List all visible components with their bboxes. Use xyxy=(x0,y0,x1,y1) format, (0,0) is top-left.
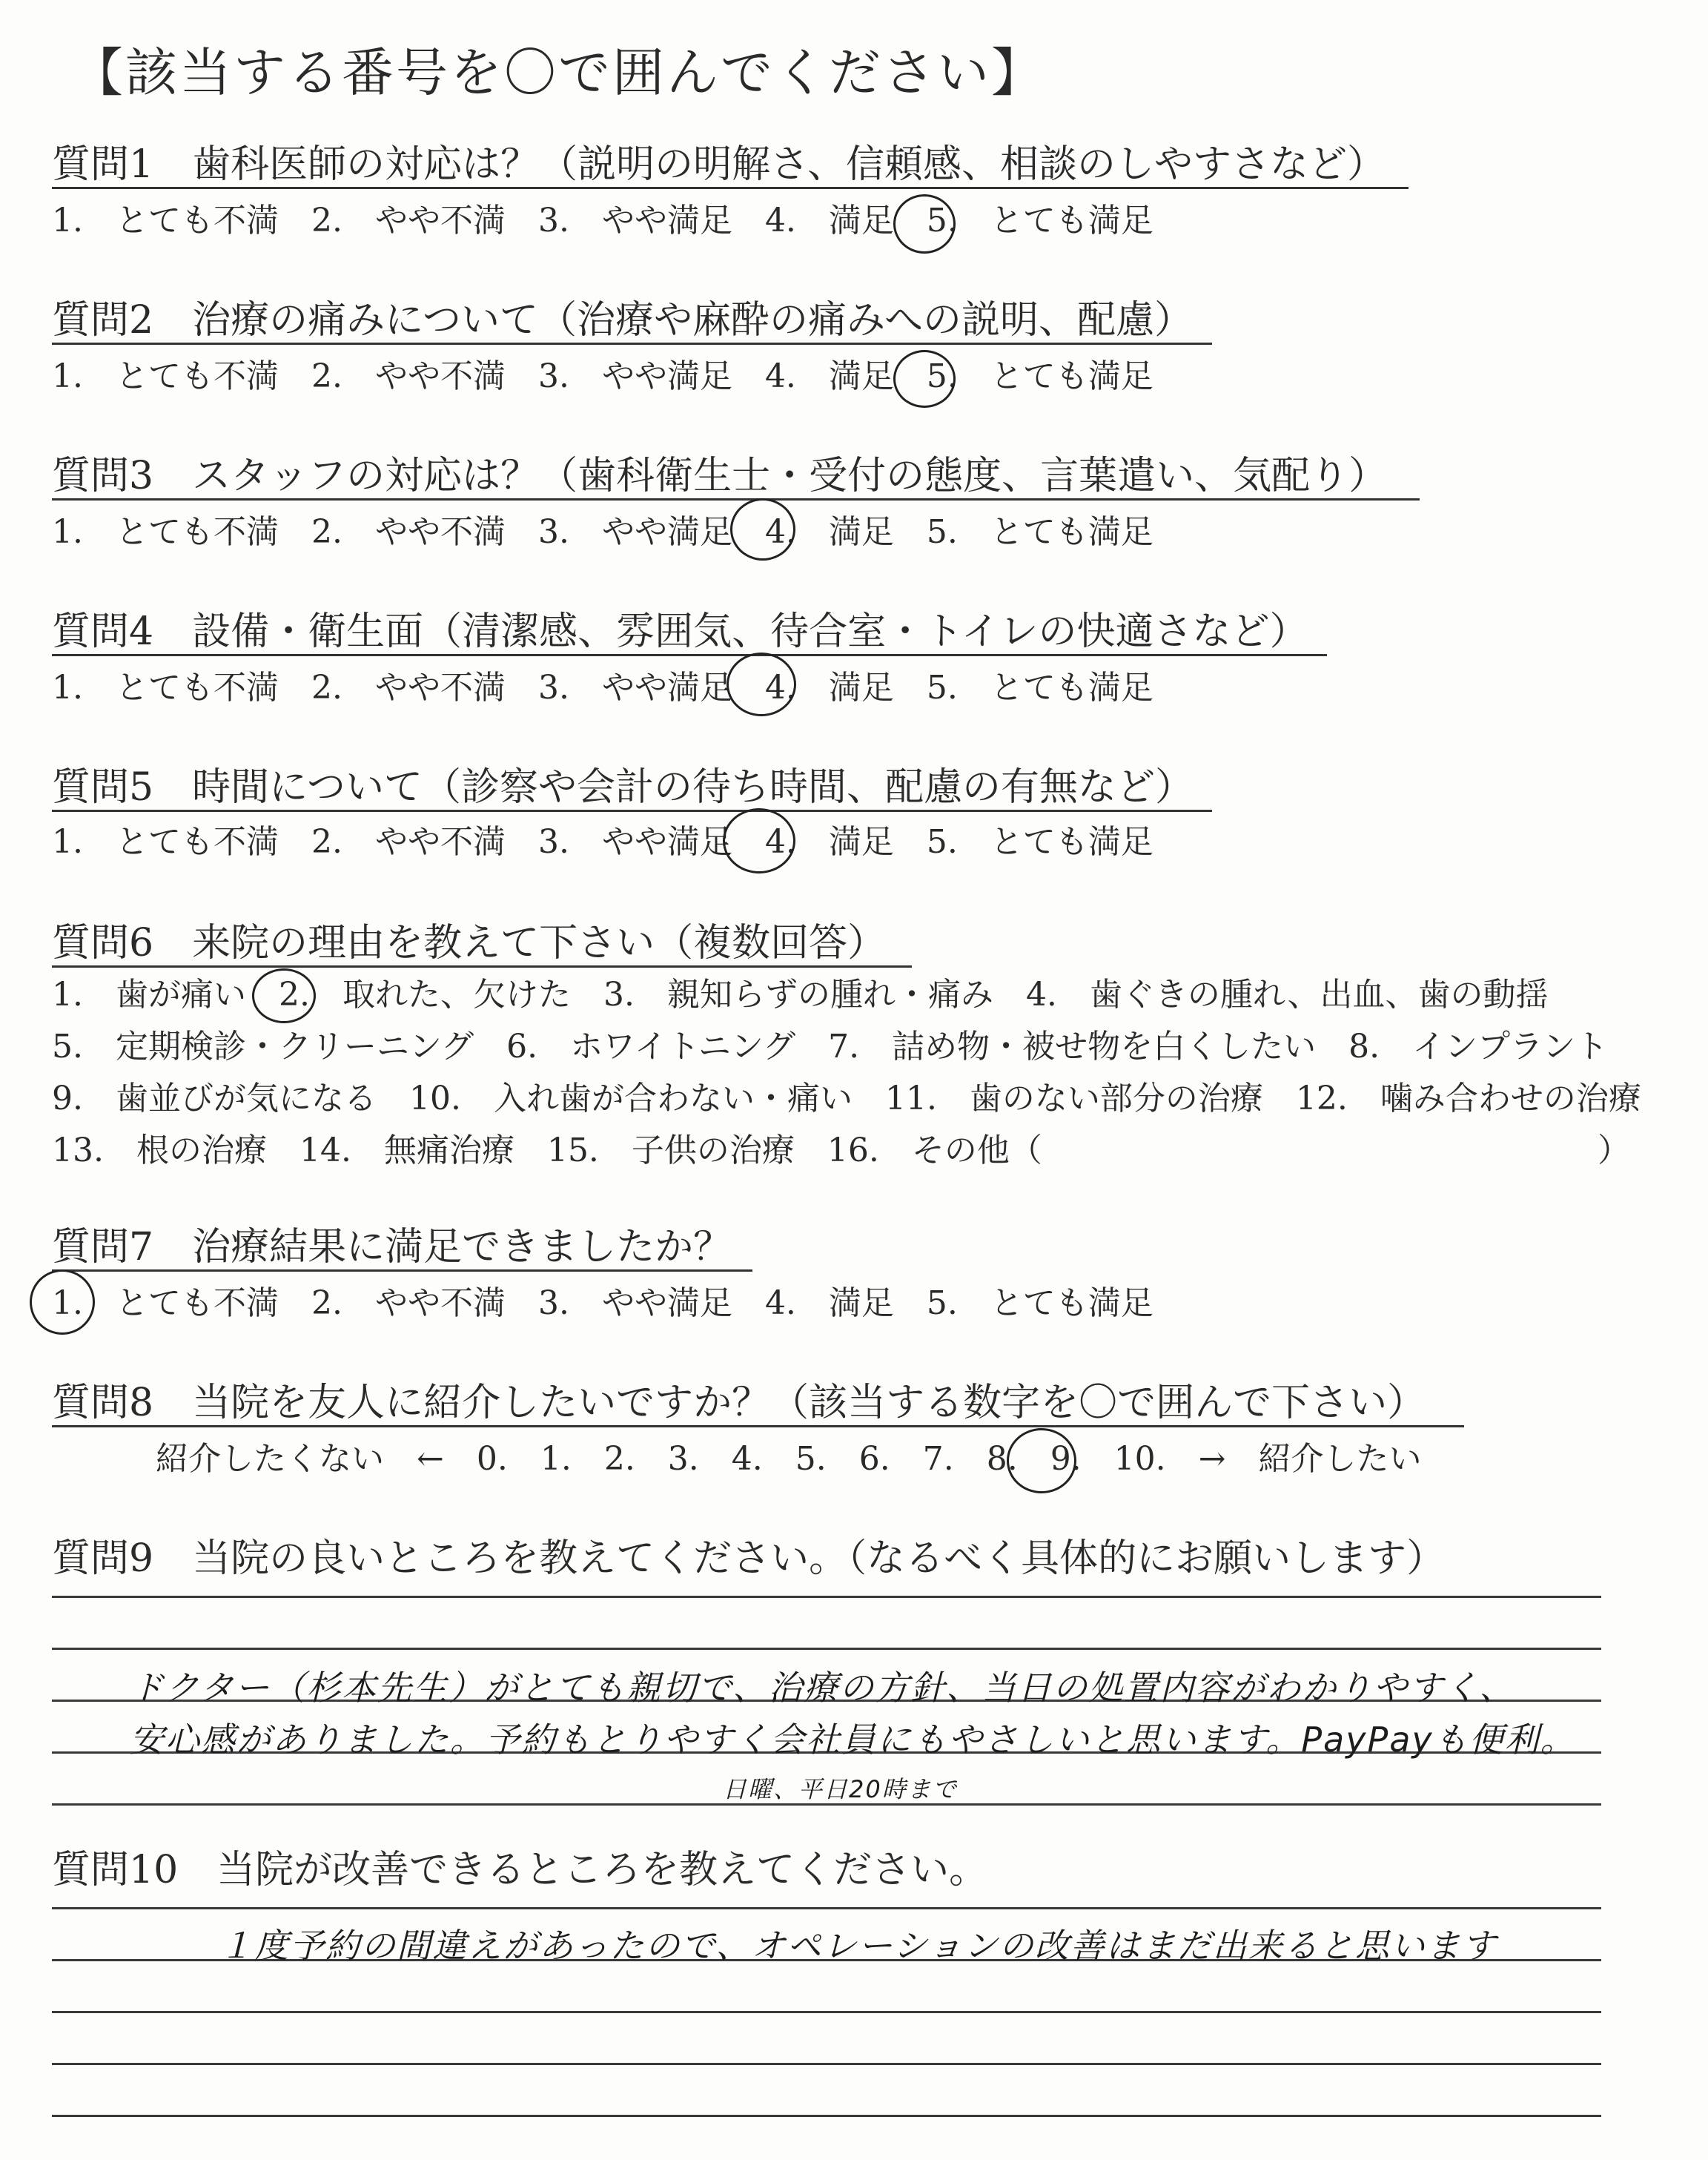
question-6-options-line-1: 1. 歯が痛い 2. 取れた、欠けた 3. 親知らずの腫れ・痛み 4. 歯ぐきの腫れ、出血、歯の動揺 xyxy=(52,976,1549,1014)
question-3-options: 1. とても不満 2. やや不満 3. やや満足 4. 満足 5. とても満足 xyxy=(52,513,1153,551)
question-6-underline xyxy=(52,965,912,968)
question-6-selection-circle xyxy=(252,968,316,1023)
question-4-underline xyxy=(52,654,1327,656)
question-8-label: 質問8 当院を友人に紹介したいですか？（該当する数字を〇で囲んで下さい） xyxy=(52,1381,1426,1425)
question-3-label: 質問3 スタッフの対応は？（歯科衛生士・受付の態度、言葉遣い、気配り） xyxy=(52,454,1388,498)
question-6-label: 質問6 来院の理由を教えて下さい（複数回答） xyxy=(52,921,887,965)
question-4-label: 質問4 設備・衛生面（清潔感、雰囲気、待合室・トイレの快適さなど） xyxy=(52,610,1308,654)
question-9-label: 質問9 当院の良いところを教えてください。（なるべく具体的にお願いします） xyxy=(52,1536,1446,1581)
question-2-selection-circle xyxy=(893,350,956,408)
question-10-writing-line-3 xyxy=(52,2011,1601,2013)
question-5-underline xyxy=(52,810,1212,812)
page-title: 【該当する番号を〇で囲んでください】 xyxy=(71,42,1045,103)
question-7-selection-circle xyxy=(30,1269,95,1335)
question-1-options: 1. とても不満 2. やや不満 3. やや満足 4. 満足 5. とても満足 xyxy=(52,202,1153,240)
question-5-options: 1. とても不満 2. やや不満 3. やや満足 4. 満足 5. とても満足 xyxy=(52,823,1153,861)
question-7-options: 1. とても不満 2. やや不満 3. やや満足 4. 満足 5. とても満足 xyxy=(52,1284,1153,1322)
question-4-options: 1. とても不満 2. やや不満 3. やや満足 4. 満足 5. とても満足 xyxy=(52,669,1153,707)
question-2-underline xyxy=(52,343,1212,345)
question-6-options-line-2: 5. 定期検診・クリーニング 6. ホワイトニング 7. 詰め物・被せ物を白くしたい 8. インプラント xyxy=(52,1028,1609,1066)
question-1-selection-circle xyxy=(893,194,956,254)
question-10-writing-line-5 xyxy=(52,2115,1601,2117)
question-10-answer-line-1: １度予約の間違えがあったので、オペレーションの改善はまだ出来ると思います xyxy=(219,1926,1497,1966)
question-9-answer-line-2: 安心感がありました。予約もとりやすく会社員にもやさしいと思います。PayPayも便利。 xyxy=(130,1720,1576,1760)
question-5-label: 質問5 時間について（診察や会計の待ち時間、配慮の有無など） xyxy=(52,765,1194,810)
question-6-options-line-4: 13. 根の治療 14. 無痛治療 15. 子供の治療 16. その他（ xyxy=(52,1132,1042,1169)
question-3-selection-circle xyxy=(730,498,795,561)
question-10-label: 質問10 当院が改善できるところを教えてください。 xyxy=(52,1848,988,1892)
question-2-label: 質問2 治療の痛みについて（治療や麻酔の痛みへの説明、配慮） xyxy=(52,298,1194,343)
question-9-writing-line-2 xyxy=(52,1648,1601,1650)
question-9-answer-note: 日曜、平日20時まで xyxy=(723,1775,958,1803)
question-10-writing-line-1 xyxy=(52,1907,1601,1909)
question-4-selection-circle xyxy=(726,653,796,716)
question-9-answer-line-1: ドクター（杉本先生）がとても親切で、治療の方針、当日の処置内容がわかりやすく、 xyxy=(130,1668,1515,1708)
question-1-underline xyxy=(52,187,1409,189)
question-8-selection-circle xyxy=(1007,1428,1076,1493)
question-7-label: 質問7 治療結果に満足できましたか？ xyxy=(52,1225,732,1269)
question-10-writing-line-4 xyxy=(52,2063,1601,2065)
question-1-label: 質問1 歯科医師の対応は？（説明の明解さ、信頼感、相談のしやすさなど） xyxy=(52,142,1386,187)
question-9-writing-line-1 xyxy=(52,1596,1601,1598)
question-2-options: 1. とても不満 2. やや不満 3. やや満足 4. 満足 5. とても満足 xyxy=(52,357,1153,395)
question-8-underline xyxy=(52,1425,1464,1427)
question-3-underline xyxy=(52,498,1420,501)
question-6-other-close-paren: ） xyxy=(1598,1132,1630,1169)
question-7-underline xyxy=(52,1269,752,1272)
question-5-selection-circle xyxy=(723,808,795,873)
question-8-scale: 紹介したくない ← 0. 1. 2. 3. 4. 5. 6. 7. 8. 9. 10. → 紹介したい xyxy=(156,1440,1422,1478)
question-6-options-line-3: 9. 歯並びが気になる 10. 入れ歯が合わない・痛い 11. 歯のない部分の治療 12. 噛み合わせの治療 xyxy=(52,1080,1641,1117)
